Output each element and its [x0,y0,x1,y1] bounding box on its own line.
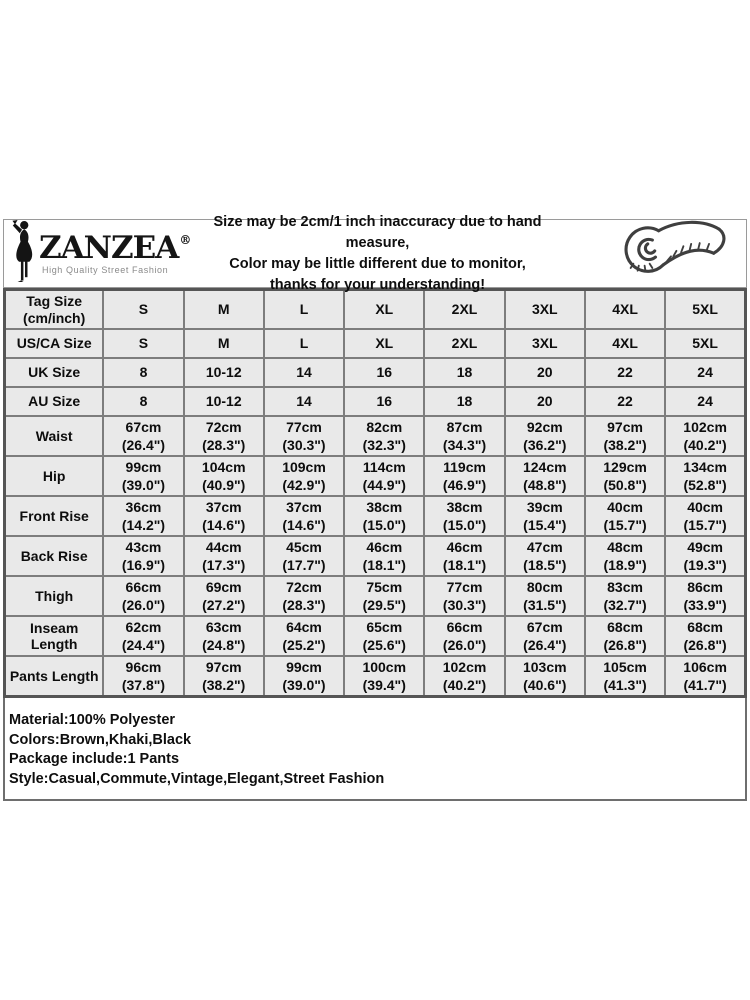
size-value-cell: 36cm (14.2") [103,496,183,536]
size-value-cell: L [264,290,344,330]
size-value-cell: 64cm (25.2") [264,616,344,656]
row-label-cell: Pants Length [5,656,104,697]
size-value-cell: 38cm (15.0") [424,496,504,536]
row-label-cell: Tag Size (cm/inch) [5,290,104,330]
table-row [5,456,746,496]
table-row [5,416,746,456]
row-label-cell: UK Size [5,358,104,387]
size-value-cell: 124cm (48.8") [505,456,585,496]
size-value-cell: 77cm (30.3") [264,416,344,456]
size-value-cell: 72cm (28.3") [184,416,264,456]
size-value-cell: 65cm (25.6") [344,616,424,656]
size-value-cell: 20 [505,358,585,387]
size-value-cell: 24 [665,358,745,387]
material-line: Material:100% Polyester [9,712,176,728]
row-label-cell: Inseam Length [5,616,104,656]
row-label-cell: Back Rise [5,536,104,576]
woman-silhouette-icon [10,220,37,287]
size-value-cell: 114cm (44.9") [344,456,424,496]
size-value-cell: 20 [505,387,585,416]
size-value-cell: 106cm (41.7") [665,656,745,697]
brand-text-block [39,229,192,275]
size-value-cell: 37cm (14.6") [184,496,264,536]
row-label-cell: Waist [5,416,104,456]
size-value-cell: M [184,329,264,358]
size-value-cell: 67cm (26.4") [103,416,183,456]
size-value-cell: 97cm (38.2") [184,656,264,697]
size-value-cell: 105cm (41.3") [585,656,665,697]
size-value-cell: 43cm (16.9") [103,536,183,576]
row-label-cell: US/CA Size [5,329,104,358]
size-value-cell: 66cm (26.0") [103,576,183,616]
registered-mark: ® [179,232,192,247]
size-value-cell: 8 [103,358,183,387]
size-value-cell: 8 [103,387,183,416]
size-value-cell: 5XL [665,329,745,358]
size-value-cell: 44cm (17.3") [184,536,264,576]
table-row [5,536,746,576]
table-row [5,576,746,616]
size-value-cell: 49cm (19.3") [665,536,745,576]
size-value-cell: S [103,329,183,358]
brand-tagline: High Quality Street Fashion [42,264,169,275]
size-value-cell: 37cm (14.6") [264,496,344,536]
size-value-cell: 10-12 [184,358,264,387]
size-value-cell: 129cm (50.8") [585,456,665,496]
size-value-cell: 4XL [585,329,665,358]
size-value-cell: S [103,290,183,330]
size-value-cell: 80cm (31.5") [505,576,585,616]
size-value-cell: 48cm (18.9") [585,536,665,576]
header [3,213,747,293]
size-value-cell: 119cm (46.9") [424,456,504,496]
size-table-body [5,290,746,697]
size-value-cell: 96cm (37.8") [103,656,183,697]
table-row [5,616,746,656]
size-value-cell: 62cm (24.4") [103,616,183,656]
size-value-cell: 82cm (32.3") [344,416,424,456]
size-value-cell: XL [344,290,424,330]
size-value-cell: 102cm (40.2") [424,656,504,697]
size-value-cell: 72cm (28.3") [264,576,344,616]
brand-name: ZANZEA [39,229,179,266]
row-label-cell: AU Size [5,387,104,416]
size-value-cell: 3XL [505,290,585,330]
size-value-cell: 69cm (27.2") [184,576,264,616]
size-value-cell: 87cm (34.3") [424,416,504,456]
size-value-cell: 99cm (39.0") [264,656,344,697]
size-value-cell: M [184,290,264,330]
size-value-cell: 100cm (39.4") [344,656,424,697]
table-row [5,387,746,416]
size-value-cell: 102cm (40.2") [665,416,745,456]
size-value-cell: XL [344,329,424,358]
disclaimer-text [194,212,561,296]
product-details [3,698,747,801]
row-label-cell: Thigh [5,576,104,616]
table-row [5,329,746,358]
size-value-cell: 2XL [424,290,504,330]
size-value-cell: 22 [585,387,665,416]
size-value-cell: 4XL [585,290,665,330]
size-value-cell: 45cm (17.7") [264,536,344,576]
size-value-cell: 63cm (24.8") [184,616,264,656]
size-value-cell: 18 [424,358,504,387]
size-value-cell: 66cm (26.0") [424,616,504,656]
size-value-cell: 40cm (15.7") [585,496,665,536]
size-value-cell: 109cm (42.9") [264,456,344,496]
size-value-cell: 75cm (29.5") [344,576,424,616]
disclaimer-line-2: Color may be little different due to monitor, [229,255,526,272]
size-value-cell: 46cm (18.1") [424,536,504,576]
size-value-cell: 86cm (33.9") [665,576,745,616]
size-value-cell: 47cm (18.5") [505,536,585,576]
size-value-cell: L [264,329,344,358]
size-value-cell: 16 [344,358,424,387]
size-value-cell: 134cm (52.8") [665,456,745,496]
size-value-cell: 103cm (40.6") [505,656,585,697]
tape-measure-icon [561,218,746,290]
size-value-cell: 10-12 [184,387,264,416]
size-value-cell: 68cm (26.8") [665,616,745,656]
size-value-cell: 67cm (26.4") [505,616,585,656]
size-value-cell: 83cm (32.7") [585,576,665,616]
row-label-cell: Front Rise [5,496,104,536]
size-value-cell: 68cm (26.8") [585,616,665,656]
disclaimer-line-1: Size may be 2cm/1 inch inaccuracy due to hand measure, [213,213,542,251]
size-value-cell: 22 [585,358,665,387]
style-line: Style:Casual,Commute,Vintage,Elegant,Street Fashion [9,770,385,787]
size-value-cell: 5XL [665,290,745,330]
size-value-cell: 39cm (15.4") [505,496,585,536]
size-value-cell: 14 [264,387,344,416]
size-table [3,288,747,698]
size-value-cell: 3XL [505,329,585,358]
row-label-cell: Hip [5,456,104,496]
table-row [5,656,746,697]
table-row [5,496,746,536]
size-value-cell: 99cm (39.0") [103,456,183,496]
size-value-cell: 77cm (30.3") [424,576,504,616]
size-value-cell: 2XL [424,329,504,358]
size-value-cell: 46cm (18.1") [344,536,424,576]
size-value-cell: 104cm (40.9") [184,456,264,496]
size-value-cell: 14 [264,358,344,387]
table-row [5,358,746,387]
colors-line: Colors:Brown,Khaki,Black [9,731,192,748]
size-value-cell: 97cm (38.2") [585,416,665,456]
size-value-cell: 16 [344,387,424,416]
disclaimer-line-3: thanks for your understanding! [269,276,486,293]
size-value-cell: 40cm (15.7") [665,496,745,536]
size-value-cell: 24 [665,387,745,416]
size-value-cell: 38cm (15.0") [344,496,424,536]
brand-logo [4,220,194,287]
size-value-cell: 92cm (36.2") [505,416,585,456]
package-line: Package include:1 Pants [9,751,180,767]
size-value-cell: 18 [424,387,504,416]
size-chart-content [3,213,747,801]
